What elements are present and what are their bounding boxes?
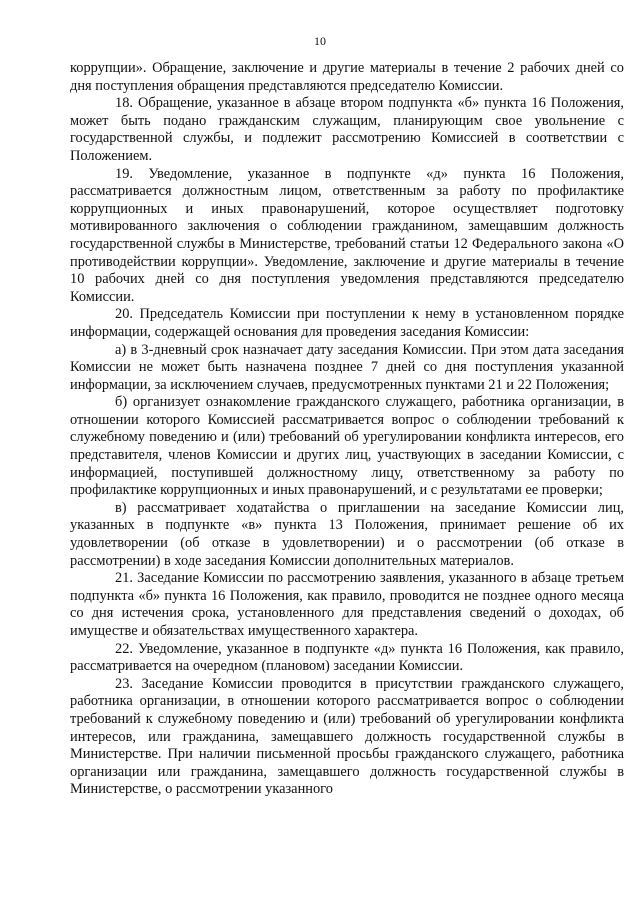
page-number: 10 bbox=[314, 34, 326, 48]
paragraph-19: 19. Уведомление, указанное в подпункте «д» пункта 16 Положения, рассматривается должностным лицом, ответственным за работу по профилактике коррупционных и иных правонарушений, которое осуществляет подготовку мотивированного заключения о соблюдении гражданином, замещавшим должность государственной службы в Министерстве, требований статьи 12 Федерального закона «О противодействии коррупции». Уведомление, заключение и другие материалы в течение 10 рабочих дней со дня поступления уведомления представляются председателю Комиссии. bbox=[70, 165, 624, 305]
paragraph-20-a: а) в 3-дневный срок назначает дату заседания Комиссии. При этом дата заседания Комиссии не может быть назначена позднее 7 дней со дня поступления указанной информации, за исключением случаев, предусмотренных пунктами 21 и 22 Положения; bbox=[70, 341, 624, 393]
paragraph-continuation: коррупции». Обращение, заключение и другие материалы в течение 2 рабочих дней со дня поступления обращения представляются председателю Комиссии. bbox=[70, 60, 624, 94]
paragraph-20-v: в) рассматривает ходатайства о приглашении на заседание Комиссии лиц, указанных в подпункте «в» пункта 13 Положения, принимает решение об их удовлетворении (об отказе в удовлетворении) и о рассмотрении (об отказе в рассмотрении) в ходе заседания Комиссии дополнительных материалов. bbox=[70, 499, 624, 569]
paragraph-18: 18. Обращение, указанное в абзаце втором подпункта «б» пункта 16 Положения, может быть подано гражданским служащим, планирующим свое увольнение с государственной службы, и подлежит рассмотрению Комиссией в соответствии с Положением. bbox=[70, 95, 624, 164]
paragraph-23: 23. Заседание Комиссии проводится в присутствии гражданского служащего, работника организации, в отношении которого рассматривается вопрос о соблюдении требований к служебному поведению и (или) требований об урегулировании конфликта интересов, или гражданина, замещавшего должность государственной службы в Министерстве. При наличии письменной просьбы гражданского служащего, работника организации или гражданина, замещавшего должность государственной службы в Министерстве, о рассмотрении указанного bbox=[70, 675, 624, 798]
paragraph-20: 20. Председатель Комиссии при поступлении к нему в установленном порядке информации, содержащей основания для проведения заседания Комиссии: bbox=[70, 306, 624, 340]
paragraph-20-b: б) организует ознакомление гражданского служащего, работника организации, в отношении которого Комиссией рассматривается вопрос о соблюдении требований к служебному поведению и (или) требований об урегулировании конфликта интересов, его представителя, членов Комиссии и других лиц, участвующих в заседании Комиссии, с информацией, поступившей должностному лицу, ответственному за работу по профилактике коррупционных и иных правонарушений, и с результатами ее проверки; bbox=[70, 394, 624, 499]
document-body bbox=[70, 60, 624, 799]
paragraph-22: 22. Уведомление, указанное в подпункте «д» пункта 16 Положения, как правило, рассматривается на очередном (плановом) заседании Комиссии. bbox=[70, 640, 624, 675]
paragraph-21: 21. Заседание Комиссии по рассмотрению заявления, указанного в абзаце третьем подпункта «б» пункта 16 Положения, как правило, проводится не позднее одного месяца со дня истечения срока, установленного для представления сведений о доходах, об имуществе и обязательствах имущественного характера. bbox=[70, 570, 624, 639]
